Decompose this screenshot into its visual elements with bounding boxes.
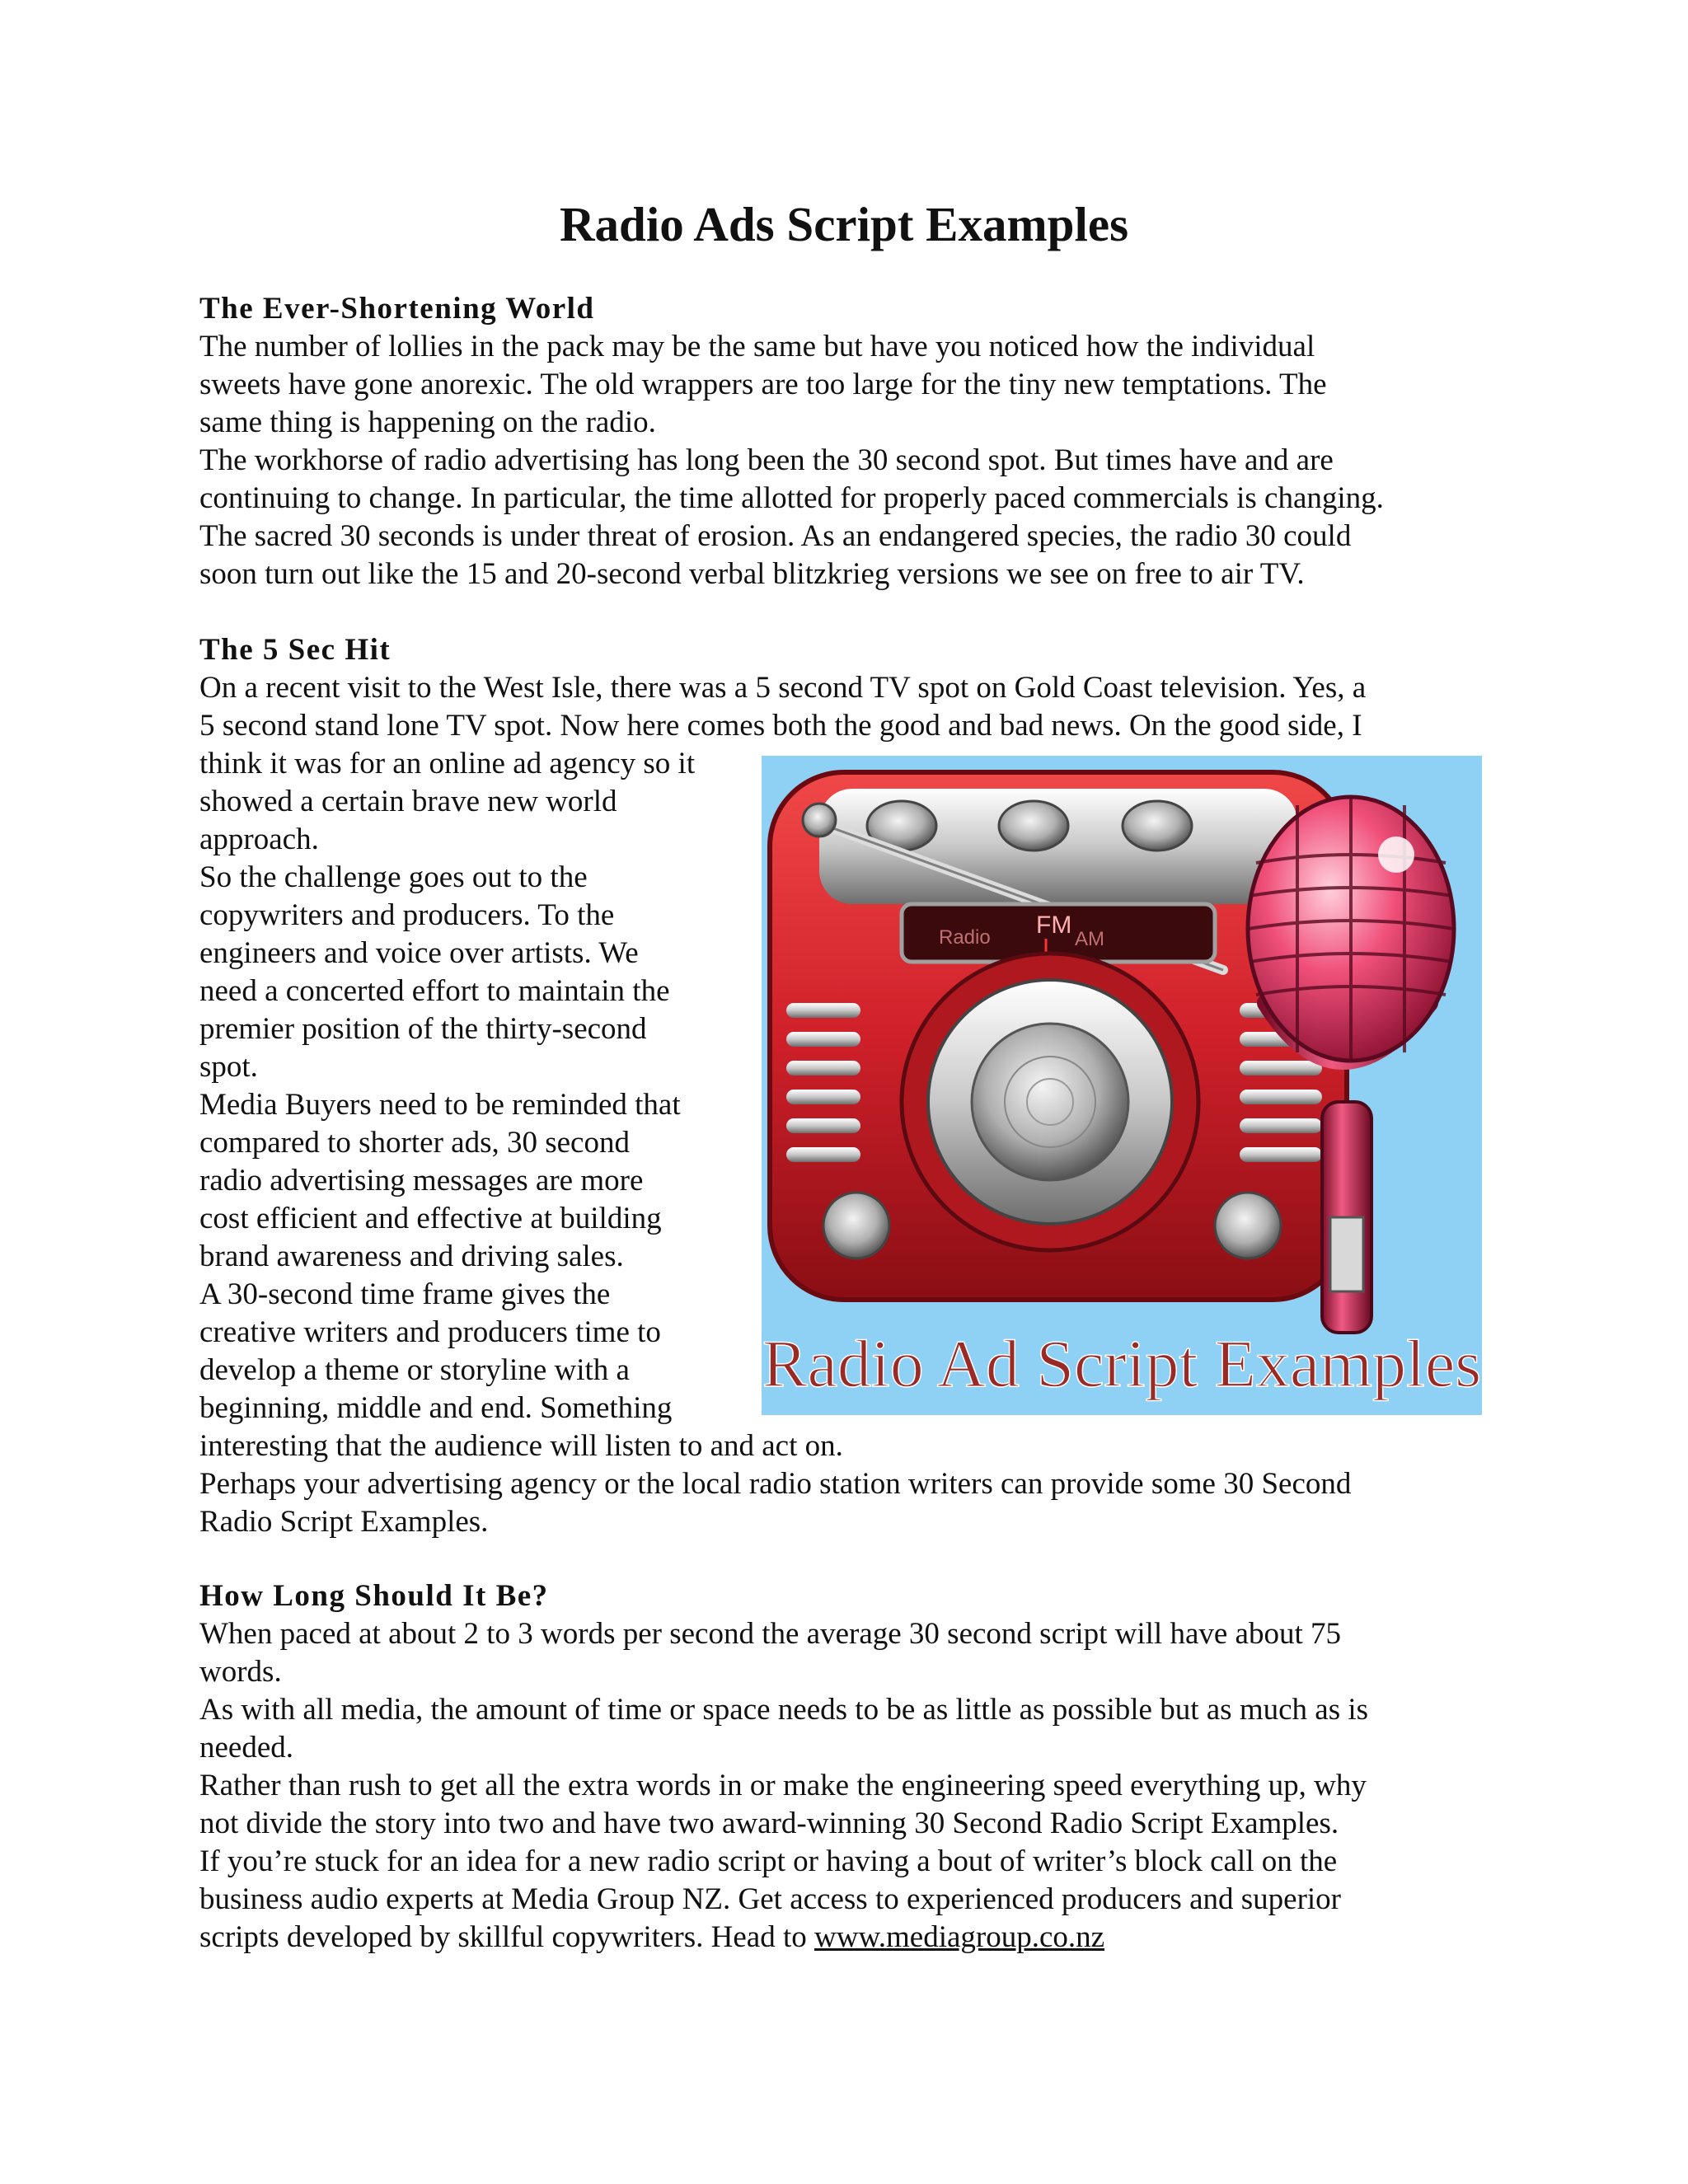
text-line: A 30-second time frame gives the (199, 1277, 611, 1311)
text-line: soon turn out like the 15 and 20-second verbal blitzkrieg versions we see on free to air TV. (199, 557, 1305, 591)
text-line: 5 second stand lone TV spot. Now here comes both the good and bad news. On the good side, I (199, 709, 1362, 743)
text-line: As with all media, the amount of time or space needs to be as little as possible but as much as is (199, 1693, 1369, 1727)
text-line: Radio Script Examples. (199, 1505, 489, 1539)
preset-button-icon (1123, 801, 1192, 851)
section-how-long (199, 1577, 1490, 1957)
text-line: words. (199, 1655, 282, 1689)
text-line: continuing to change. In particular, the time allotted for properly paced commercials is changing. (199, 481, 1384, 515)
section-heading: The Ever-Shortening World (199, 292, 595, 326)
text-line: creative writers and producers time to (199, 1315, 661, 1349)
text-line: spot. (199, 1050, 258, 1084)
section-ever-shortening-world (199, 290, 1490, 593)
text-line: beginning, middle and end. Something (199, 1391, 673, 1425)
page-title: Radio Ads Script Examples (559, 197, 1129, 251)
text-line: copywriters and producers. To the (199, 898, 615, 932)
mediagroup-link[interactable]: www.mediagroup.co.nz (814, 1920, 1105, 1954)
text-line: On a recent visit to the West Isle, there was a 5 second TV spot on Gold Coast television. Yes, a (199, 671, 1367, 705)
text-line: need a concerted effort to maintain the (199, 974, 670, 1008)
text-line: compared to shorter ads, 30 second (199, 1126, 630, 1160)
text-line: cost efficient and effective at building (199, 1202, 662, 1235)
text-line: same thing is happening on the radio. (199, 405, 656, 439)
text-line: approach. (199, 823, 319, 856)
text-line: business audio experts at Media Group NZ. Get access to experienced producers and superior (199, 1882, 1341, 1916)
text-line: develop a theme or storyline with a (199, 1353, 630, 1387)
radio-microphone-graphic (762, 756, 1482, 1415)
text-line-with-link (199, 1919, 1490, 1957)
small-knob-icon (823, 1193, 889, 1258)
image-caption: Radio Ad Script Examples (762, 1326, 1482, 1401)
text-line: The workhorse of radio advertising has long been the 30 second spot. But times have and are (199, 443, 1334, 477)
section-heading: The 5 Sec Hit (199, 633, 392, 667)
text-line: engineers and voice over artists. We (199, 936, 639, 970)
preset-button-icon (999, 801, 1068, 851)
text-line: brand awareness and driving sales. (199, 1240, 624, 1273)
dial-fm-label: FM (1036, 912, 1072, 939)
text-line: So the challenge goes out to the (199, 860, 588, 894)
text-line: When paced at about 2 to 3 words per second the average 30 second script will have about 75 (199, 1617, 1341, 1651)
text-line: Perhaps your advertising agency or the local radio station writers can provide some 30 Second (199, 1467, 1352, 1501)
dial-radio-label: Radio (939, 926, 991, 949)
section-heading: How Long Should It Be? (199, 1579, 549, 1613)
text-line: Media Buyers need to be reminded that (199, 1088, 681, 1122)
text-line: sweets have gone anorexic. The old wrappers are too large for the tiny new temptations. The (199, 368, 1327, 401)
text-line: If you’re stuck for an idea for a new radio script or having a bout of writer’s block call on the (199, 1844, 1338, 1878)
text-line: showed a certain brave new world (199, 785, 617, 818)
text-line: interesting that the audience will listen to and act on. (199, 1429, 843, 1463)
text-line: think it was for an online ad agency so it (199, 747, 696, 780)
text-line: needed. (199, 1731, 294, 1765)
text-line-prefix: scripts developed by skillful copywriters. Head to (199, 1920, 814, 1954)
text-line: radio advertising messages are more (199, 1164, 644, 1197)
text-line: Rather than rush to get all the extra words in or make the engineering speed everything up, why (199, 1769, 1367, 1802)
text-line: The number of lollies in the pack may be the same but have you noticed how the individual (199, 330, 1315, 363)
small-knob-icon (1215, 1193, 1281, 1258)
dial-am-label: AM (1075, 928, 1104, 950)
radio-ad-illustration (762, 756, 1482, 1415)
text-line: premier position of the thirty-second (199, 1012, 647, 1046)
text-line: The sacred 30 seconds is under threat of erosion. As an endangered species, the radio 30 could (199, 519, 1352, 553)
text-line: not divide the story into two and have two award-winning 30 Second Radio Script Examples. (199, 1807, 1339, 1840)
